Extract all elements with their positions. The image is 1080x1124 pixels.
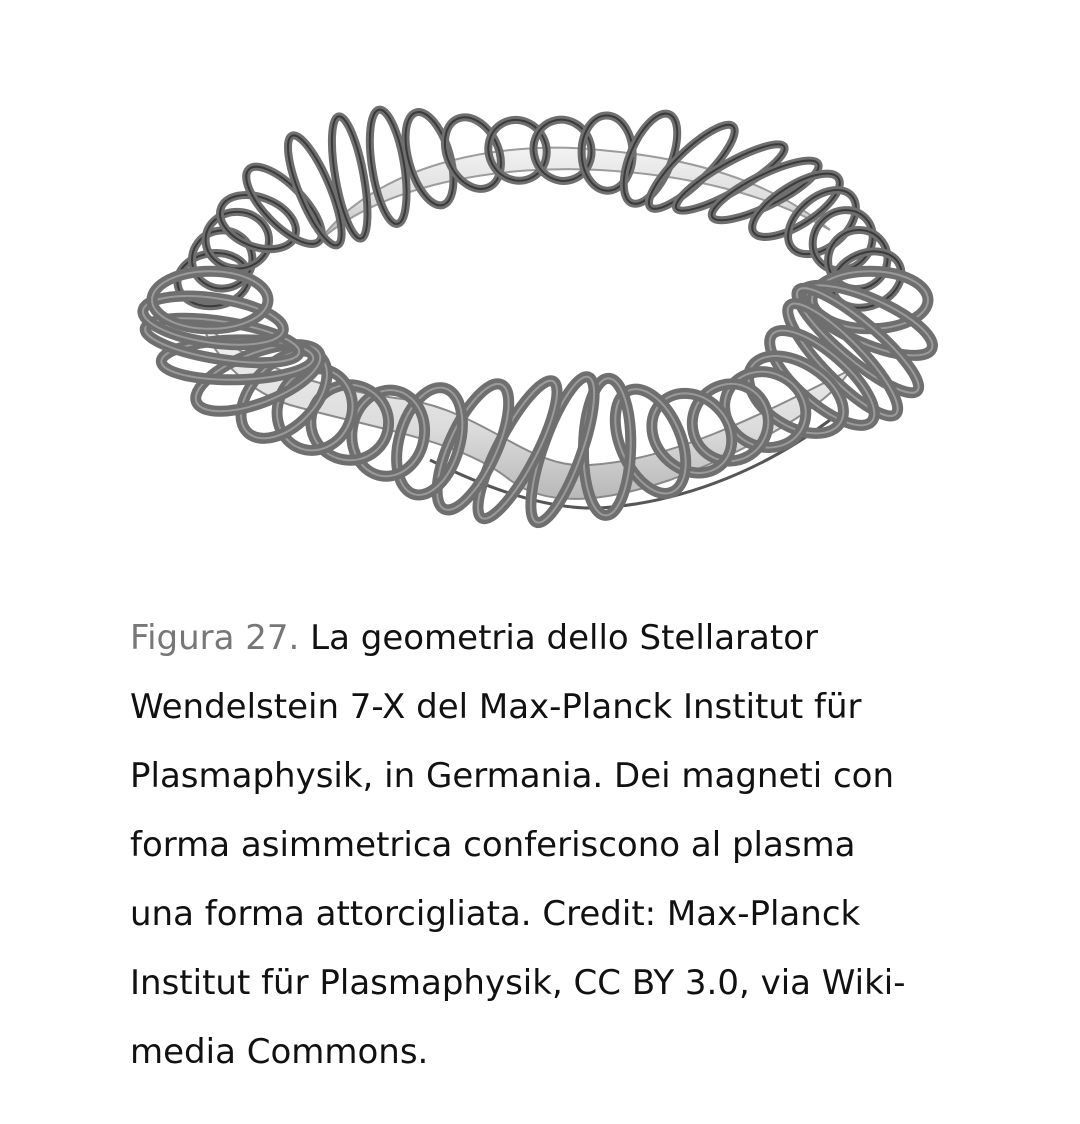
caption-line-4: forma asimmetrica conferiscono al plasma xyxy=(130,825,856,865)
caption-line-1: La geometria dello Stellarator xyxy=(310,618,818,658)
figure-label: Figura 27. xyxy=(130,618,300,658)
caption-line-7: media Commons. xyxy=(130,1032,429,1072)
stellarator-coils-illustration xyxy=(130,70,950,550)
figure-caption xyxy=(130,604,960,1087)
stellarator-figure xyxy=(130,70,950,550)
caption-line-6: Institut für Plasmaphysik, CC BY 3.0, via Wiki- xyxy=(130,963,906,1003)
caption-line-5: una forma attorcigliata. Credit: Max-Planck xyxy=(130,894,861,934)
caption-line-2: Wendelstein 7-X del Max-Planck Institut für xyxy=(130,687,862,727)
caption-line-3: Plasmaphysik, in Germania. Dei magneti con xyxy=(130,756,895,796)
